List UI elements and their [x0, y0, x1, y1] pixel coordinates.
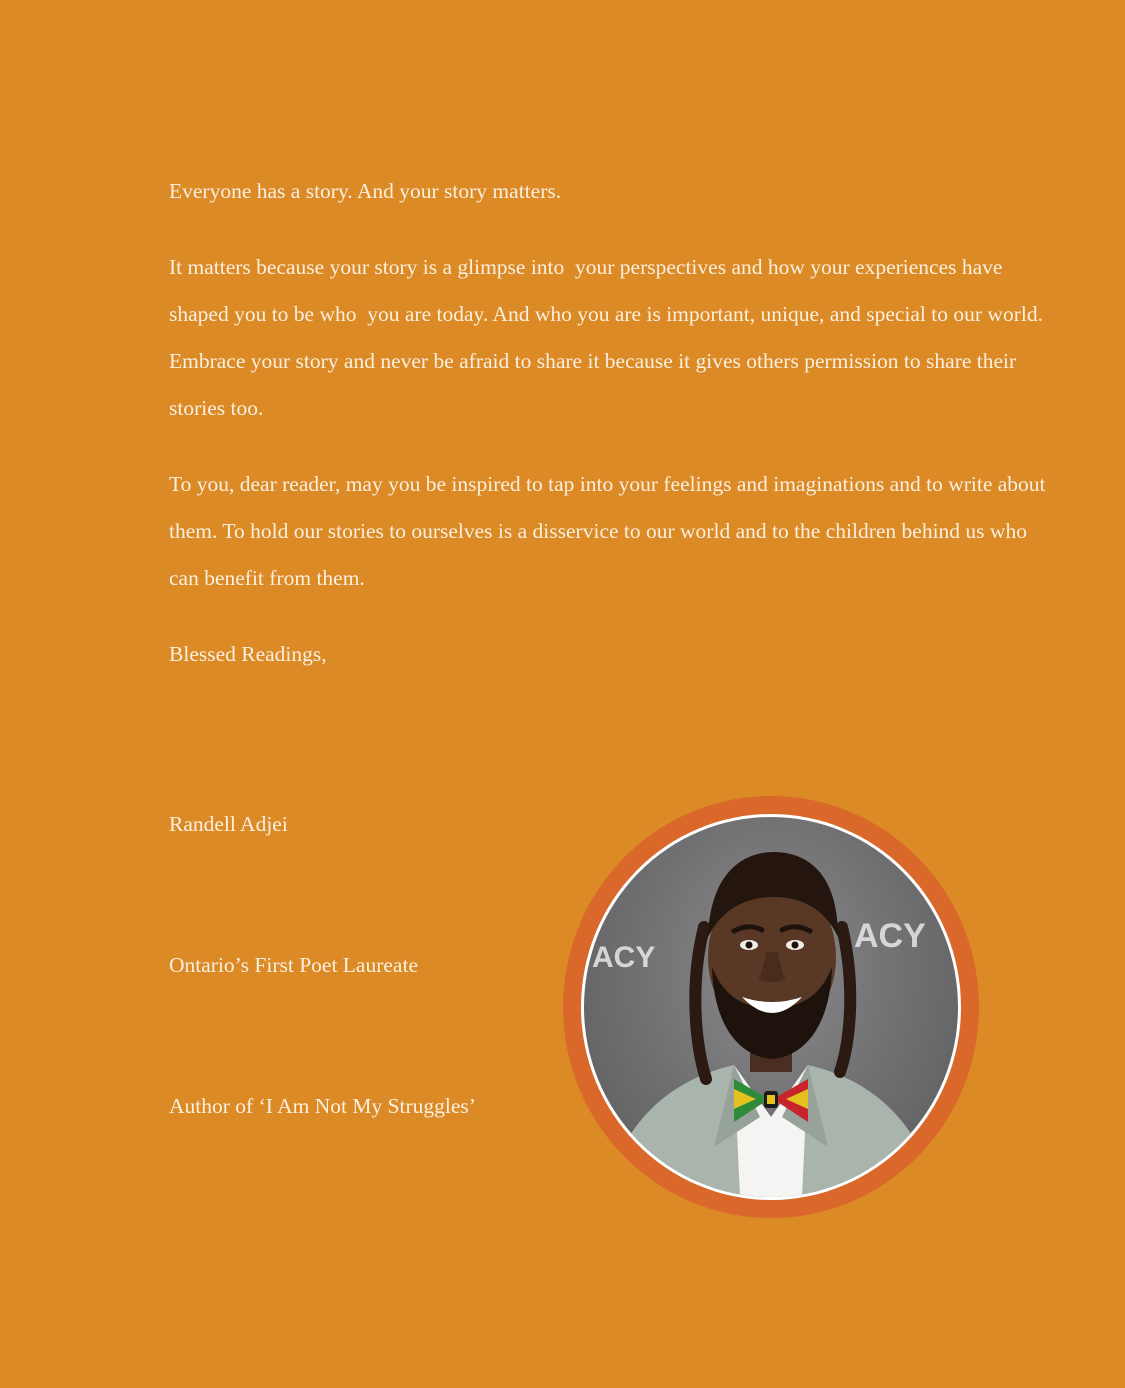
backdrop-text-left: ACY: [592, 941, 656, 974]
paragraph-reader: To you, dear reader, may you be inspired to tap into your feelings and imaginations and to write about them. To hold our stories to ourselves is a disservice to our world and to the children behind us who can benefit from them.: [169, 472, 1051, 590]
backdrop-text-right: ACY: [854, 917, 926, 955]
portrait-ring: [563, 796, 979, 1218]
opening-line: Everyone has a story. And your story matters.: [169, 179, 562, 203]
hair-locs-left: [695, 927, 706, 1079]
paragraph-perspectives: It matters because your story is a glimpse into your perspectives and how your experiences have shaped you to be who you are today. And who you are is important, unique, and special to our world. Embrace your story and never be afraid to share it because it gives others permission to share their stories too.: [169, 255, 1049, 420]
shirt: [734, 1065, 808, 1197]
author-portrait: [581, 814, 961, 1200]
author-name: Randell Adjei: [169, 812, 288, 836]
author-title: Ontario’s First Poet Laureate: [169, 953, 418, 977]
author-book: Author of ‘I Am Not My Struggles’: [169, 1094, 476, 1118]
author-portrait-illustration: [584, 817, 958, 1197]
closing-line: Blessed Readings,: [169, 642, 327, 666]
hair-locs-right: [840, 927, 850, 1072]
